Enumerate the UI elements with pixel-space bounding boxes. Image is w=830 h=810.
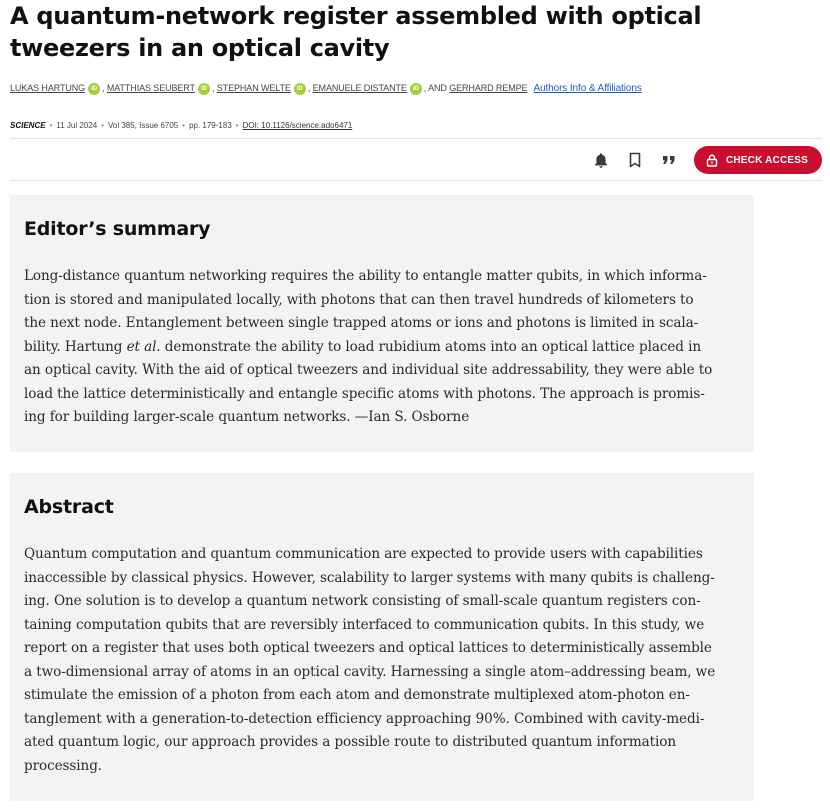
volume-issue: Vol 385, Issue 6705 — [107, 121, 179, 130]
journal-name: SCIENCE — [10, 121, 46, 130]
author-name[interactable]: EMANUELE DISTANTE — [312, 83, 407, 93]
author-separator: , AND — [423, 83, 450, 93]
publication-date: 11 Jul 2024 — [56, 121, 98, 130]
editors-summary-heading: Editor’s summary — [24, 218, 211, 240]
abstract-text: Quantum computation and quantum communication are expected to provide users with capabilities inaccessible by classical physics. However, scalability to larger systems with many qubits is challeng- ing. One solution is to develop a quantum network consisting of small-scale quantum registers con- taining computation qubits that are reversibly interfaced to communication qubits. In this study, we report on a register that uses both optical tweezers and optical lattices to deterministically assemble a two-dimensional array of atoms in an optical cavity. Harnessing a single atom–addressing beam, we stimulate the emission of a photon from each atom and demonstrate multiplexed atom-photon en- tanglement with a generation-to-detection efficiency approaching 90%. Combined with cavity-medi- ated quantum logic, our approach provides a possible route to distributed quantum information processing. — [24, 546, 716, 774]
author-name[interactable]: GERHARD REMPE — [449, 83, 528, 93]
authors-info-link[interactable]: Authors Info & Affiliations — [533, 83, 642, 94]
article-meta — [10, 121, 352, 130]
article-title: A quantum-network register assembled with optical tweezers in an optical cavity — [10, 2, 702, 62]
meta-separator: • — [101, 121, 104, 130]
orcid-icon[interactable]: iD — [88, 83, 100, 95]
orcid-icon[interactable]: iD — [294, 83, 306, 95]
lock-icon — [706, 154, 718, 167]
meta-separator: • — [182, 121, 186, 130]
editors-summary-text: Long-distance quantum networking requires the ability to entangle matter qubits, in which informa- tion is stored and manipulated locally, with photons that can then travel hundreds of kilometers to the next node. Entanglement between single trapped atoms or ions and photons is limited in scala- bility. Hartung et al. demonstrate the ability to load rubidium atoms into an optical lattice placed in an optical cavity. With the aid of optical tweezers and individual site addressability, they were able to load the lattice deterministically and entangle specific atoms with photons. The approach is promis- ing for building larger-scale quantum networks. —Ian S. Osborne — [24, 268, 713, 425]
meta-separator: • — [235, 121, 239, 130]
abstract-heading: Abstract — [24, 496, 114, 518]
divider — [10, 180, 822, 181]
orcid-icon[interactable]: iD — [410, 83, 422, 95]
author-name[interactable]: LUKAS HARTUNG — [10, 83, 86, 93]
orcid-icon[interactable]: iD — [198, 83, 210, 95]
author-name[interactable]: MATTHIAS SEUBERT — [106, 83, 195, 93]
article-toolbar — [586, 146, 822, 174]
author-separator: , — [211, 83, 217, 93]
author-separator: , — [307, 83, 313, 93]
abstract-panel — [10, 473, 754, 801]
author-list — [10, 82, 820, 95]
author-separator: , — [102, 83, 107, 93]
check-access-label: CHECK ACCESS — [725, 154, 808, 166]
author-name[interactable]: STEPHAN WELTE — [216, 83, 291, 93]
check-access-button[interactable] — [694, 146, 822, 174]
quote-icon[interactable] — [654, 146, 684, 174]
bookmark-icon[interactable] — [620, 146, 650, 174]
divider — [10, 138, 822, 139]
doi-link[interactable]: DOI: 10.1126/science.ado6471 — [242, 121, 353, 130]
editors-summary-panel — [10, 195, 754, 452]
page-range: pp. 179-183 — [189, 121, 232, 130]
bell-icon[interactable] — [586, 146, 616, 174]
meta-separator: • — [49, 121, 53, 130]
